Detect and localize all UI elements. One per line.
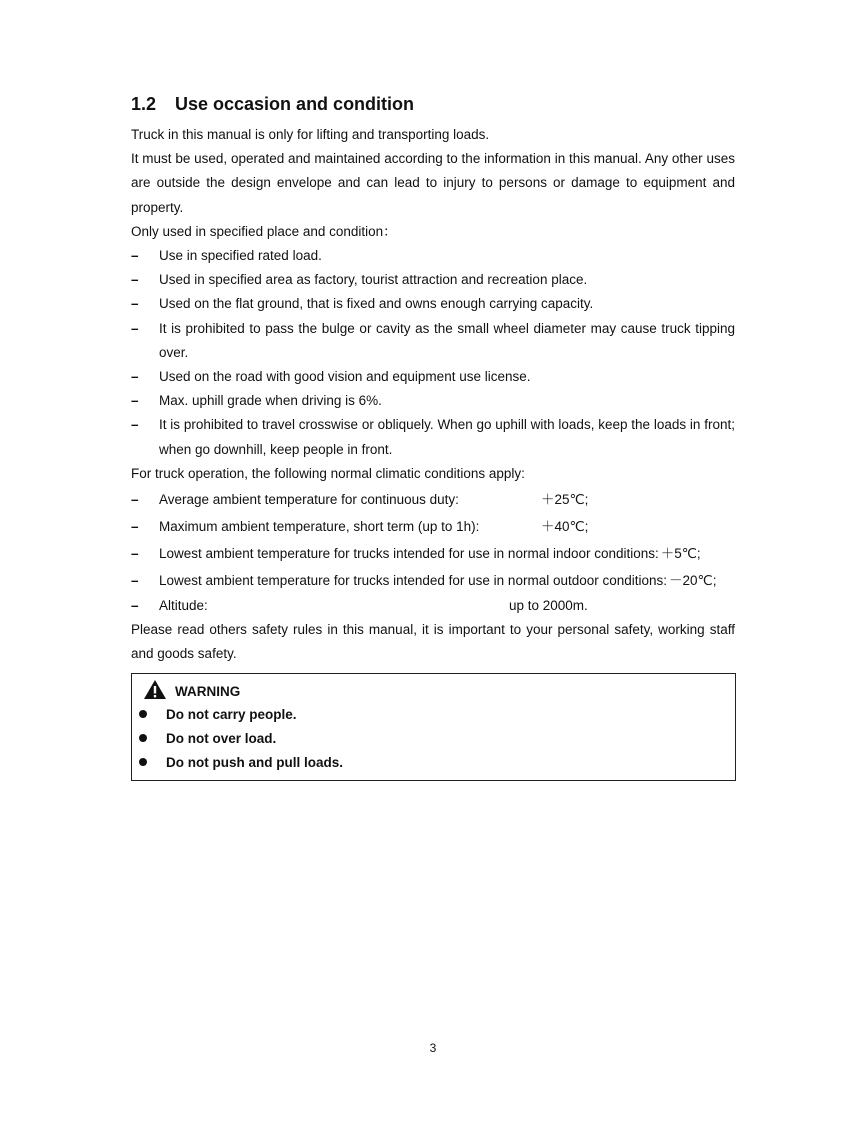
section-body: [131, 123, 735, 666]
warning-item: [139, 751, 343, 775]
condition-text: Used in specified area as factory, tourist attraction and recreation place.: [159, 272, 588, 288]
dash-bullet-icon: –: [131, 417, 139, 433]
climate-item: [131, 513, 735, 540]
condition-text: Use in specified rated load.: [159, 248, 322, 264]
dash-bullet-icon: –: [131, 546, 139, 562]
dash-bullet-icon: –: [131, 393, 139, 409]
climate-value: ＋5℃;: [660, 546, 701, 562]
climate-value: －20℃;: [669, 573, 717, 589]
condition-item: [131, 365, 735, 389]
climate-value: ＋25℃;: [541, 492, 589, 508]
warning-box: [131, 673, 736, 781]
condition-item: [131, 317, 735, 365]
climate-item: [131, 540, 735, 567]
dash-bullet-icon: –: [131, 248, 139, 264]
condition-text: Max. uphill grade when driving is 6%.: [159, 393, 382, 409]
section-title: Use occasion and condition: [175, 94, 415, 114]
intro-paragraph: It must be used, operated and maintained according to the information in this manual. Any other uses are outside the design envelope and can lead to injury to persons or damage to equipment and property.: [131, 151, 735, 215]
climate-label: Lowest ambient temperature for trucks intended for use in normal outdoor conditions:: [159, 573, 668, 589]
condition-text: Used on the road with good vision and equipment use license.: [159, 369, 531, 385]
climate-label: Average ambient temperature for continuous duty:: [159, 492, 459, 508]
warning-title: WARNING: [175, 684, 241, 699]
section-heading: [131, 94, 414, 115]
dash-bullet-icon: –: [131, 519, 139, 535]
condition-item: [131, 389, 735, 413]
dash-bullet-icon: –: [131, 272, 139, 288]
condition-text: Used on the flat ground, that is fixed and owns enough carrying capacity.: [159, 296, 594, 312]
warning-text: Do not carry people.: [166, 707, 297, 722]
condition-item: [131, 292, 735, 316]
climate-item: [131, 594, 735, 618]
dash-bullet-icon: –: [131, 320, 139, 336]
warning-item: [139, 727, 276, 751]
warning-text: Do not push and pull loads.: [166, 755, 343, 770]
climate-value: ＋40℃;: [541, 519, 589, 535]
dash-bullet-icon: –: [131, 296, 139, 312]
bullet-dot-icon: [139, 710, 147, 718]
condition-item: [131, 413, 735, 461]
climate-value: up to 2000m.: [509, 598, 588, 614]
climate-label: Maximum ambient temperature, short term (up to 1h):: [159, 519, 480, 535]
condition-text: It is prohibited to pass the bulge or cavity as the small wheel diameter may cause truck tipping over.: [159, 320, 735, 360]
climate-label: Lowest ambient temperature for trucks intended for use in normal indoor conditions:: [159, 546, 659, 562]
warning-text: Do not over load.: [166, 731, 277, 746]
bullet-dot-icon: [139, 758, 147, 766]
dash-bullet-icon: –: [131, 573, 139, 589]
climate-label: Altitude:: [159, 598, 208, 614]
warning-header: [143, 679, 240, 700]
warning-item: [139, 703, 297, 727]
warning-triangle-icon: [143, 679, 167, 700]
climate-intro: For truck operation, the following normal climatic conditions apply:: [131, 465, 525, 481]
safety-note: Please read others safety rules in this manual, it is important to your personal safety, working staff and goods safety.: [131, 622, 735, 662]
climate-item: [131, 567, 735, 594]
dash-bullet-icon: –: [131, 598, 139, 614]
bullet-dot-icon: [139, 734, 147, 742]
page-number: 3: [429, 1041, 437, 1055]
condition-item: [131, 244, 735, 268]
climate-item: [131, 486, 735, 513]
section-number: 1.2: [131, 94, 157, 114]
condition-item: [131, 268, 735, 292]
condition-text: It is prohibited to travel crosswise or obliquely. When go uphill with loads, keep the loads in front; when go downhill, keep people in front.: [159, 417, 735, 457]
dash-bullet-icon: –: [131, 492, 139, 508]
dash-bullet-icon: –: [131, 369, 139, 385]
intro-paragraph: Only used in specified place and condition：: [131, 223, 397, 239]
intro-paragraph: Truck in this manual is only for lifting and transporting loads.: [131, 127, 490, 142]
